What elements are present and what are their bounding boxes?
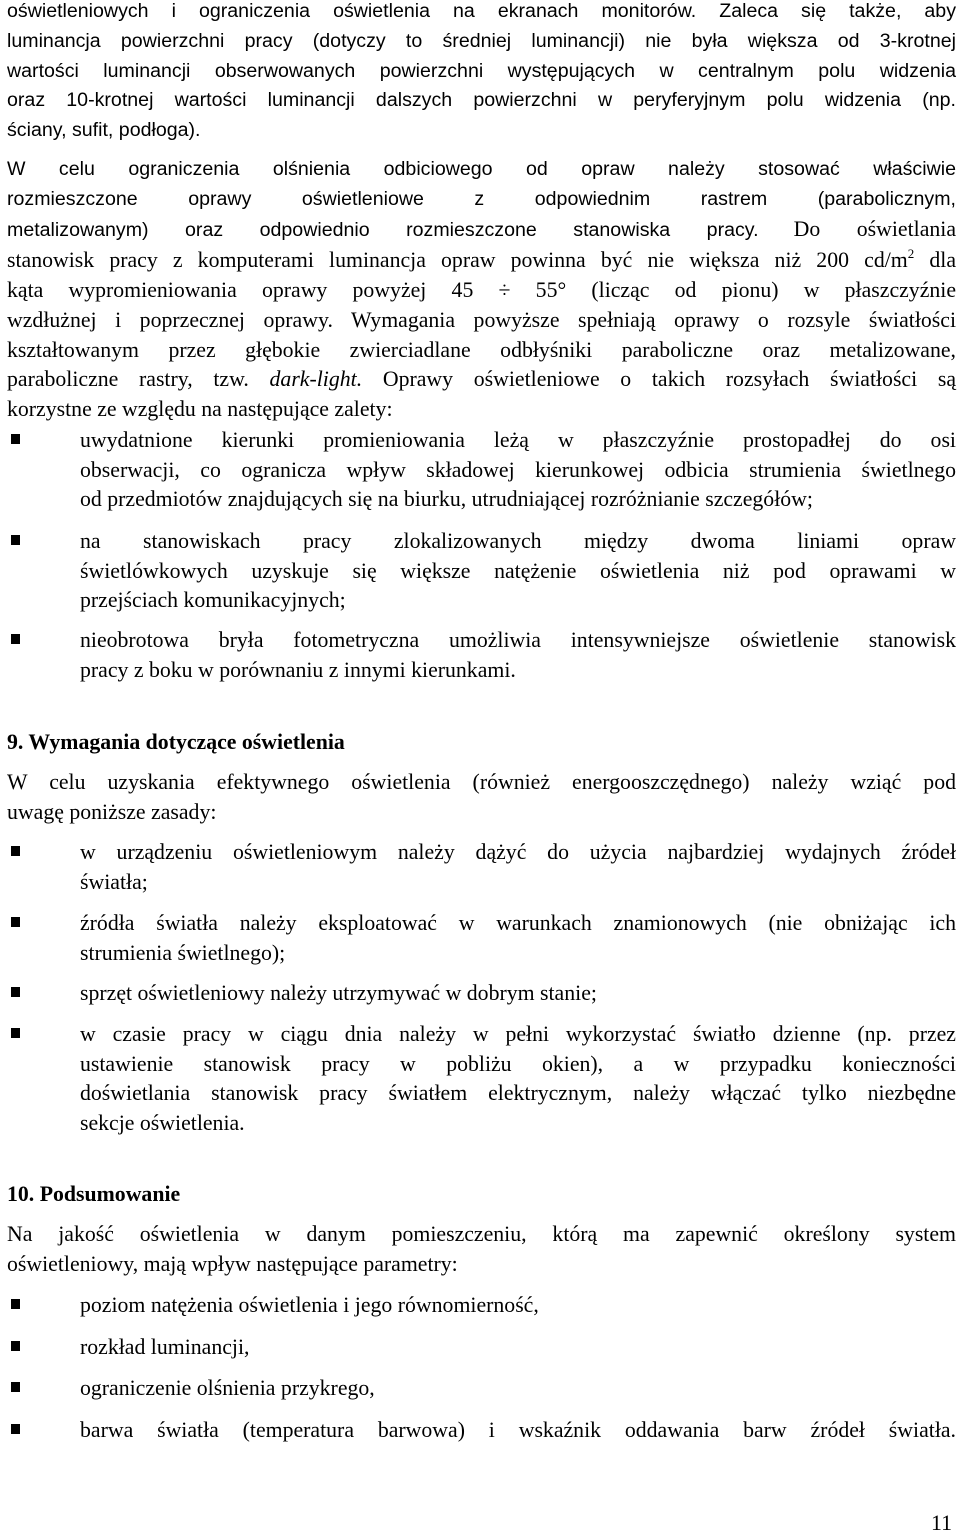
text-line: uwagę poniższe zasady: — [7, 799, 217, 824]
section-heading: 9. Wymagania dotyczące oświetlenia — [7, 730, 345, 754]
bullet-square-icon — [11, 846, 20, 856]
text-fragment: Do oświetlania — [793, 216, 956, 241]
text-line: pracy z boku w porównaniu z innymi kierunkami. — [80, 657, 516, 682]
text-line: od przedmiotów znajdujących się na biurku, utrudniającej rozróżnianie szczegółów; — [80, 487, 813, 512]
text-line: świetlówkowych uzyskuje się większe natężenie oświetlenia niż pod oprawami w — [80, 558, 956, 583]
bullet-square-icon — [11, 1424, 20, 1434]
bullet-square-icon — [11, 434, 20, 444]
text-line: oświetleniowy, mają wpływ następujące parametry: — [7, 1251, 458, 1276]
paragraph-luminance — [7, 0, 956, 146]
text-line: korzystne ze względu na następujące zalety: — [7, 396, 393, 421]
text-line: w czasie pracy w ciągu dnia należy w pełni wykorzystać światło dzienne (np. przez — [80, 1022, 956, 1046]
bullet-square-icon — [11, 634, 20, 644]
text-line: źródła światła należy eksploatować w warunkach znamionowych (nie obniżając ich — [80, 911, 956, 935]
text-fragment: metalizowanym) oraz odpowiednio rozmieszczone stanowiska pracy. — [7, 218, 759, 241]
text-line: sekcje oświetlenia. — [80, 1111, 245, 1136]
text-line: kształtowanym przez głębokie zwierciadlane odbłyśniki paraboliczne oraz metalizowane, — [7, 337, 956, 362]
text-line: W celu ograniczenia olśnienia odbiciowego od opraw należy stosować właściwie — [7, 158, 956, 180]
paragraph-intro — [7, 768, 956, 827]
text-line: w urządzeniu oświetleniowym należy dążyć do użycia najbardziej wydajnych źródeł — [80, 840, 956, 864]
text-line — [7, 365, 956, 395]
page-number: 11 — [931, 1511, 952, 1535]
italic-term: dark-light. — [269, 367, 363, 392]
text-fragment: stanowisk pracy z komputerami luminancja opraw powinna być nie większa niż 200 cd/m — [7, 248, 908, 273]
text-line: ustawienie stanowisk pracy w pobliżu okien), a w przypadku konieczności — [80, 1051, 956, 1076]
bullet-square-icon — [11, 1341, 20, 1351]
bullet-square-icon — [11, 1382, 20, 1392]
text-line: barwa światła (temperatura barwowa) i wskaźnik oddawania barw źródeł światła. — [80, 1418, 956, 1442]
text-line: uwydatnione kierunki promieniowania leżą w płaszczyźnie prostopadłej do osi — [80, 428, 956, 452]
text-line: sprzęt oświetleniowy należy utrzymywać w dobrym stanie; — [80, 981, 597, 1005]
text-line: strumienia świetlnego); — [80, 940, 286, 965]
bullet-square-icon — [11, 987, 20, 997]
text-fragment: Oprawy oświetleniowe o takich rozsyłach światłości są — [362, 367, 956, 392]
text-fragment: paraboliczne rastry, tzw. — [7, 367, 270, 392]
section-heading: 10. Podsumowanie — [7, 1182, 181, 1206]
text-line: na stanowiskach pracy zlokalizowanych między dwoma liniami opraw — [80, 529, 956, 553]
text-line: rozkład luminancji, — [80, 1335, 250, 1359]
text-line: ograniczenie olśnienia przykrego, — [80, 1376, 375, 1400]
text-fragment: dla — [914, 248, 957, 273]
text-line: oraz 10-krotnej wartości luminancji dalszych powierzchni w peryferyjnym polu widzenia (np. — [7, 89, 956, 112]
bullet-square-icon — [11, 917, 20, 927]
text-line: wartości luminancji obserwowanych powierzchni występujących w centralnym polu widzenia — [7, 59, 956, 82]
text-line: światła; — [80, 869, 148, 894]
bullet-square-icon — [11, 535, 20, 545]
text-line — [7, 215, 956, 247]
text-line: nieobrotowa bryła fotometryczna umożliwia intensywniejsze oświetlenie stanowisk — [80, 628, 956, 652]
text-line: oświetleniowych i ograniczenia oświetlenia na ekranach monitorów. Zaleca się także, aby — [7, 0, 956, 22]
bullet-square-icon — [11, 1028, 20, 1038]
text-line: poziom natężenia oświetlenia i jego równomierność, — [80, 1293, 539, 1317]
text-line: luminancja powierzchni pracy (dotyczy to średniej luminancji) nie była większa od 3-krotnej — [7, 29, 956, 52]
text-line: przejściach komunikacyjnych; — [80, 588, 346, 613]
text-line: W celu uzyskania efektywnego oświetlenia (również energooszczędnego) należy wziąć pod — [7, 770, 956, 794]
text-line: kąta wypromieniowania oprawy powyżej 45 ÷ 55° (licząc od pionu) w płaszczyźnie — [7, 278, 956, 303]
paragraph-glare — [7, 155, 956, 425]
text-line: rozmieszczone oprawy oświetleniowe z odpowiednim rastrem (parabolicznym, — [7, 187, 956, 210]
text-line: wzdłużnej i poprzecznej oprawy. Wymagania powyższe spełniają oprawy o rozsyle światłości — [7, 307, 956, 332]
text-line: Na jakość oświetlenia w danym pomieszczeniu, którą ma zapewnić określony system — [7, 1222, 956, 1246]
text-line: doświetlania stanowisk pracy światłem elektrycznym, należy włączać tylko niezbędne — [80, 1081, 956, 1106]
text-line: ściany, sufit, podłoga). — [7, 119, 201, 142]
bullet-square-icon — [11, 1299, 20, 1309]
text-line — [7, 246, 956, 276]
superscript: 2 — [907, 246, 915, 262]
text-line: obserwacji, co ogranicza wpływ składowej kierunkowej odbicia strumienia świetlnego — [80, 457, 956, 482]
paragraph-intro — [7, 1220, 956, 1279]
